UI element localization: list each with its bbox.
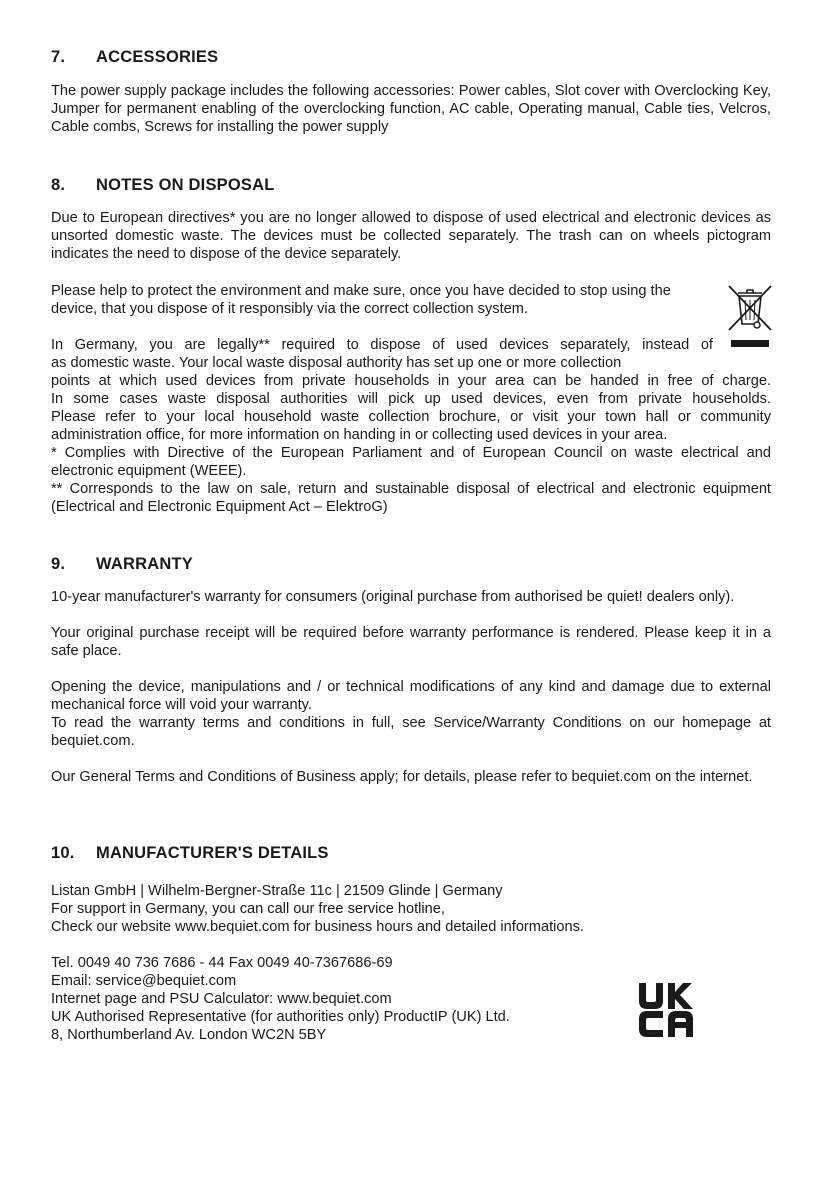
section-title: ACCESSORIES <box>96 48 219 66</box>
warranty-terms-link: To read the warranty terms and conditions in full, see Service/Warranty Conditions on our homepage at bequiet.com. <box>51 715 771 749</box>
section-number: 7. <box>51 48 66 66</box>
disposal-paragraph-3 <box>51 336 771 444</box>
weee-black-bar <box>731 340 769 347</box>
text-line: as domestic waste. Your local waste disposal authority has set up one or more collection <box>51 355 622 371</box>
disposal-paragraph-2: Please help to protect the environment and make sure, once you have decided to stop using the device, that you dispose of it responsibly via the correct collection system. <box>51 283 671 317</box>
text-line: Check our website www.bequiet.com for business hours and detailed informations. <box>51 919 584 935</box>
section-title: MANUFACTURER'S DETAILS <box>96 844 329 862</box>
warranty-duration: 10-year manufacturer's warranty for consumers (original purchase from authorised be quiet! dealers only). <box>51 589 735 605</box>
elektrog-footnote: ** Corresponds to the law on sale, return and sustainable disposal of electrical and electronic equipment (Electrical and Electronic Equipment Act – ElektroG) <box>51 481 771 515</box>
section-8-heading <box>51 176 275 195</box>
text-line: Please refer to your local household waste collection brochure, or visit your town hall or community <box>51 409 771 425</box>
text-line: Listan GmbH | Wilhelm-Bergner-Straße 11c | 21509 Glinde | Germany <box>51 883 503 899</box>
disposal-paragraph-1: Due to European directives* you are no longer allowed to dispose of used electrical and electronic devices as unsorted domestic waste. The devices must be collected separately. The trash can on wheels pictogram indicates the need to dispose of the device separately. <box>51 210 771 262</box>
accessories-text: The power supply package includes the following accessories: Power cables, Slot cover with Overclocking Key, Jumper for permanent enabling of the overclocking function, AC cable, Operating manual, Cable ties, Velcros, Cable combs, Screws for installing the power supply <box>51 83 771 135</box>
section-10-heading <box>51 844 329 863</box>
section-number: 9. <box>51 555 66 573</box>
manufacturer-address-block <box>51 882 584 936</box>
ukca-mark-icon <box>638 982 694 1038</box>
weee-footnote: * Complies with Directive of the European Parliament and of European Council on waste electrical and electronic equipment (WEEE). <box>51 445 771 479</box>
general-terms: Our General Terms and Conditions of Business apply; for details, please refer to bequiet.com on the internet. <box>51 769 753 785</box>
text-line: 8, Northumberland Av. London WC2N 5BY <box>51 1027 327 1043</box>
text-line: Internet page and PSU Calculator: www.bequiet.com <box>51 991 392 1007</box>
section-7-heading <box>51 48 218 67</box>
text-line: UK Authorised Representative (for authorities only) ProductIP (UK) Ltd. <box>51 1009 510 1025</box>
text-line: In some cases waste disposal authorities will pick up used devices, even from private households. <box>51 391 771 407</box>
section-9-heading <box>51 555 193 574</box>
crossed-out-wheelie-bin-icon <box>727 283 773 333</box>
text-line: points at which used devices from private households in your area can be handed in free of charge. <box>51 373 771 389</box>
text-line: Email: service@bequiet.com <box>51 973 237 989</box>
manufacturer-contact-block <box>51 954 510 1044</box>
text-line: In Germany, you are legally** required to dispose of used devices separately, instead of <box>51 337 713 353</box>
section-title: WARRANTY <box>96 555 193 573</box>
text-line: For support in Germany, you can call our free service hotline, <box>51 901 445 917</box>
section-title: NOTES ON DISPOSAL <box>96 176 275 194</box>
warranty-receipt: Your original purchase receipt will be required before warranty performance is rendered. Please keep it in a safe place. <box>51 625 771 659</box>
warranty-void-conditions: Opening the device, manipulations and / or technical modifications of any kind and damage due to external mechanical force will void your warranty. <box>51 679 771 713</box>
section-number: 10. <box>51 844 75 862</box>
section-number: 8. <box>51 176 66 194</box>
text-line: Tel. 0049 40 736 7686 - 44 Fax 0049 40-7367686-69 <box>51 955 393 971</box>
text-line: administration office, for more information on handing in or collecting used devices in your area. <box>51 427 668 443</box>
